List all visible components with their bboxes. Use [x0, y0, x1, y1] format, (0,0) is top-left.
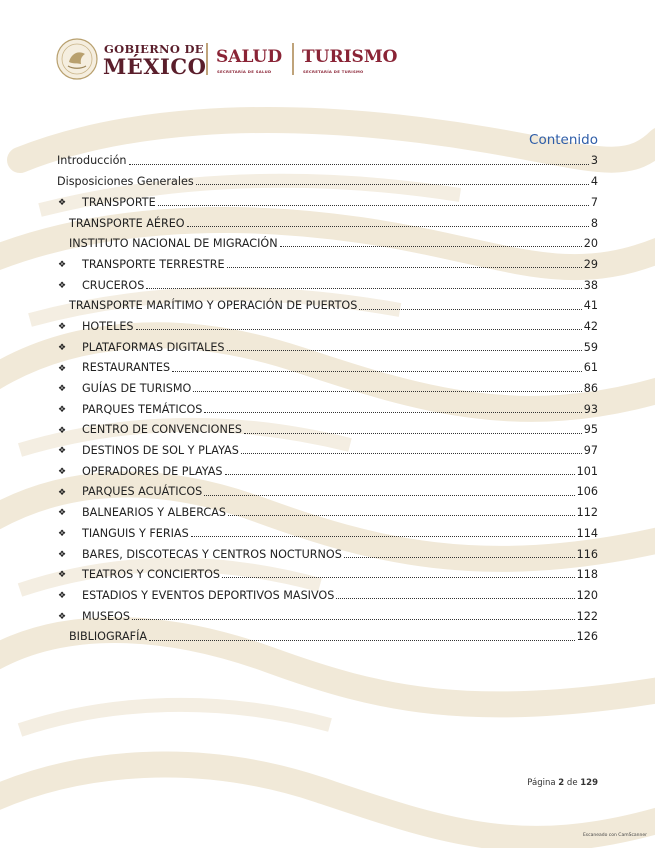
toc-entry[interactable]	[57, 397, 598, 418]
toc-entry[interactable]	[57, 418, 598, 439]
scanner-note: Escaneado con CamScanner	[582, 833, 647, 838]
page-total: 129	[580, 778, 598, 788]
dot-leader	[225, 474, 575, 475]
bullet-diamond-icon: ❖	[58, 198, 67, 209]
toc-entry-page: 122	[576, 609, 598, 623]
dot-leader	[204, 412, 581, 413]
bullet-diamond-icon: ❖	[58, 549, 67, 560]
toc-entry[interactable]	[57, 335, 598, 356]
bullet-diamond-icon: ❖	[58, 404, 67, 415]
government-label: GOBIERNO DE	[104, 42, 204, 56]
national-seal-icon	[56, 38, 98, 80]
toc-entry-page: 29	[583, 257, 598, 271]
toc-entry-title: Disposiciones Generales	[57, 175, 194, 189]
toc-entry[interactable]	[57, 252, 598, 273]
toc-entry-title: ESTADIOS Y EVENTOS DEPORTIVOS MASIVOS	[82, 588, 335, 602]
toc-entry-page: 116	[576, 547, 598, 561]
dot-leader	[241, 453, 582, 454]
toc-entry-title: Introducción	[57, 154, 127, 168]
toc-entry[interactable]	[57, 542, 598, 563]
dot-leader	[193, 391, 581, 392]
page-label: Página	[527, 778, 556, 788]
dot-leader	[228, 515, 575, 516]
bullet-diamond-icon: ❖	[58, 570, 67, 581]
bullet-diamond-icon: ❖	[58, 529, 67, 540]
toc-entry-page: 59	[583, 340, 598, 354]
bullet-diamond-icon: ❖	[58, 425, 67, 436]
toc-entry-title: PARQUES TEMÁTICOS	[82, 402, 203, 416]
toc-entry[interactable]	[57, 170, 598, 191]
dot-leader	[222, 577, 575, 578]
dot-leader	[132, 619, 575, 620]
dot-leader	[136, 329, 582, 330]
turismo-logo-text: TURISMO	[302, 47, 398, 67]
toc-entry-title: CENTRO DE CONVENCIONES	[82, 423, 242, 437]
toc-entry-title: BALNEARIOS Y ALBERCAS	[82, 506, 226, 520]
toc-entry-page: 118	[576, 568, 598, 582]
bullet-diamond-icon: ❖	[58, 322, 67, 333]
toc-entry-page: 101	[576, 464, 598, 478]
logo-divider	[292, 43, 294, 75]
salud-subtitle: SECRETARÍA DE SALUD	[217, 69, 272, 74]
toc-entry-title: INSTITUTO NACIONAL DE MIGRACIÓN	[69, 237, 278, 251]
toc-entry-page: 41	[583, 299, 598, 313]
dot-leader	[158, 205, 589, 206]
toc-entry-page: 97	[583, 444, 598, 458]
dot-leader	[191, 536, 575, 537]
table-of-contents	[57, 149, 598, 646]
toc-entry-title: PARQUES ACUÁTICOS	[82, 485, 203, 499]
toc-entry-title: BARES, DISCOTECAS Y CENTROS NOCTURNOS	[82, 547, 342, 561]
toc-entry[interactable]	[57, 501, 598, 522]
toc-entry-title: TEATROS Y CONCIERTOS	[82, 568, 221, 582]
bullet-diamond-icon: ❖	[58, 384, 67, 395]
bullet-diamond-icon: ❖	[58, 280, 67, 291]
toc-entry-title: TRANSPORTE AÉREO	[69, 216, 185, 230]
toc-entry-page: 112	[576, 506, 598, 520]
dot-leader	[196, 184, 589, 185]
toc-entry[interactable]	[57, 604, 598, 625]
toc-entry-title: TRANSPORTE MARÍTIMO Y OPERACIÓN DE PUERTOS	[69, 299, 358, 313]
bullet-diamond-icon: ❖	[58, 487, 67, 498]
toc-entry-page: 114	[576, 526, 598, 540]
toc-entry[interactable]	[57, 583, 598, 604]
dot-leader	[359, 309, 581, 310]
toc-entry[interactable]	[57, 211, 598, 232]
toc-entry-page: 38	[583, 278, 598, 292]
turismo-subtitle: SECRETARÍA DE TURISMO	[303, 69, 364, 74]
toc-entry-page: 126	[576, 630, 598, 644]
toc-entry[interactable]	[57, 232, 598, 253]
logo-divider	[206, 43, 208, 75]
toc-entry[interactable]	[57, 273, 598, 294]
dot-leader	[204, 495, 574, 496]
bullet-diamond-icon: ❖	[58, 363, 67, 374]
toc-entry-title: TIANGUIS Y FERIAS	[82, 526, 189, 540]
toc-entry-title: DESTINOS DE SOL Y PLAYAS	[82, 444, 239, 458]
dot-leader	[172, 371, 582, 372]
toc-entry-page: 20	[583, 237, 598, 251]
bullet-diamond-icon: ❖	[58, 508, 67, 519]
toc-entry[interactable]	[57, 563, 598, 584]
toc-entry-title: GUÍAS DE TURISMO	[82, 382, 192, 396]
toc-entry-title: BIBLIOGRAFÍA	[69, 630, 148, 644]
toc-entry-page: 95	[583, 423, 598, 437]
bullet-diamond-icon: ❖	[58, 342, 67, 353]
toc-entry-page: 61	[583, 361, 598, 375]
dot-leader	[344, 557, 575, 558]
dot-leader	[244, 433, 582, 434]
toc-entry[interactable]	[57, 625, 598, 646]
toc-entry-page: 3	[590, 154, 598, 168]
dot-leader	[227, 267, 582, 268]
toc-entry-page: 93	[583, 402, 598, 416]
toc-entry-title: PLATAFORMAS DIGITALES	[82, 340, 225, 354]
toc-entry[interactable]	[57, 190, 598, 211]
bullet-diamond-icon: ❖	[58, 611, 67, 622]
toc-entry[interactable]	[57, 356, 598, 377]
page-of: de	[566, 778, 578, 788]
toc-entry-page: 42	[583, 319, 598, 333]
toc-entry-page: 106	[576, 485, 598, 499]
dot-leader	[129, 164, 589, 165]
bullet-diamond-icon: ❖	[58, 446, 67, 457]
page-footer	[527, 778, 598, 788]
dot-leader	[336, 598, 574, 599]
toc-entry-title: CRUCEROS	[82, 278, 145, 292]
toc-entry[interactable]	[57, 149, 598, 170]
bullet-diamond-icon: ❖	[58, 591, 67, 602]
toc-entry-title: TRANSPORTE	[82, 195, 156, 209]
toc-entry[interactable]	[57, 459, 598, 480]
country-label: MÉXICO	[103, 54, 207, 79]
toc-entry[interactable]	[57, 377, 598, 398]
toc-entry-page: 4	[590, 175, 598, 189]
page-current: 2	[558, 778, 565, 788]
toc-entry[interactable]	[57, 521, 598, 542]
toc-entry-page: 8	[590, 216, 598, 230]
dot-leader	[146, 288, 581, 289]
salud-logo-text: SALUD	[216, 47, 283, 67]
toc-entry-title: TRANSPORTE TERRESTRE	[82, 257, 225, 271]
toc-entry[interactable]	[57, 480, 598, 501]
toc-title: Contenido	[529, 132, 598, 148]
toc-entry[interactable]	[57, 439, 598, 460]
dot-leader	[227, 350, 582, 351]
toc-entry-page: 120	[576, 588, 598, 602]
bullet-diamond-icon: ❖	[58, 467, 67, 477]
dot-leader	[149, 640, 575, 641]
toc-entry-title: HOTELES	[82, 319, 134, 333]
bullet-diamond-icon: ❖	[58, 260, 67, 271]
toc-entry-title: RESTAURANTES	[82, 361, 171, 375]
toc-entry-page: 7	[590, 195, 598, 209]
toc-entry[interactable]	[57, 294, 598, 315]
toc-entry-title: OPERADORES DE PLAYAS	[82, 464, 223, 478]
dot-leader	[280, 246, 582, 247]
dot-leader	[187, 226, 589, 227]
toc-entry-title: MUSEOS	[82, 609, 130, 623]
toc-entry-page: 86	[583, 382, 598, 396]
toc-entry[interactable]	[57, 315, 598, 336]
